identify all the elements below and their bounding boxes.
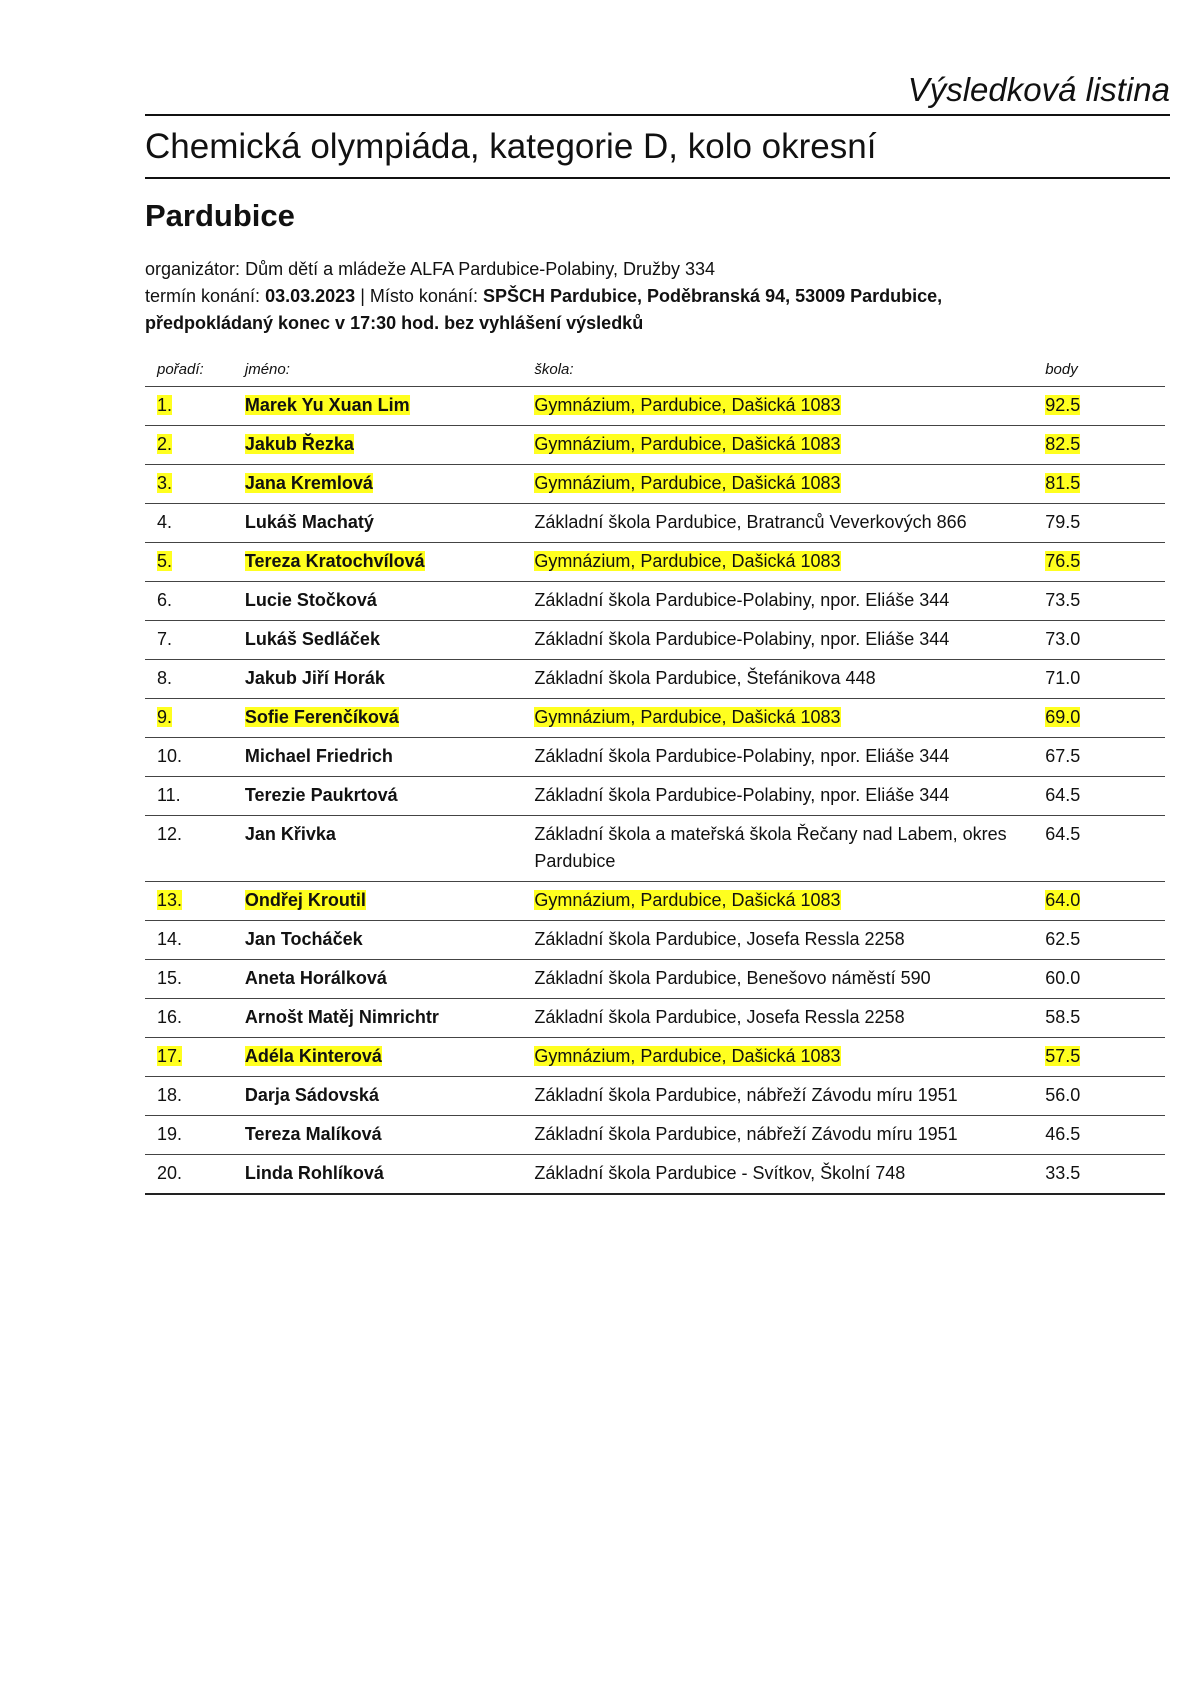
- rank-cell-text: 2.: [157, 434, 173, 454]
- name-cell: [245, 660, 535, 699]
- rank-cell: [145, 960, 245, 999]
- school-cell-text: Gymnázium, Pardubice, Dašická 1083: [534, 707, 841, 727]
- note-line: [145, 310, 1145, 337]
- header-divider-bottom: [145, 177, 1170, 179]
- points-cell: [1043, 582, 1165, 621]
- points-cell-text: 73.0: [1045, 629, 1081, 649]
- name-cell: [245, 1077, 535, 1116]
- school-cell: [534, 465, 1043, 504]
- table-row: [145, 426, 1165, 465]
- points-cell-text: 92.5: [1045, 395, 1081, 415]
- table-row: [145, 699, 1165, 738]
- points-cell: [1043, 960, 1165, 999]
- rank-cell: [145, 504, 245, 543]
- table-row: [145, 621, 1165, 660]
- name-cell-text: Jakub Řezka: [244, 434, 354, 454]
- rank-cell-text: 14.: [157, 929, 183, 949]
- rank-cell: [145, 543, 245, 582]
- points-cell: [1043, 1077, 1165, 1116]
- table-row: [145, 1077, 1165, 1116]
- document-title: Chemická olympiáda, kategorie D, kolo okresní: [145, 127, 877, 166]
- name-cell-text: Lukáš Sedláček: [244, 629, 380, 649]
- school-cell: [534, 426, 1043, 465]
- school-cell-text: Základní škola Pardubice - Svítkov, Školní 748: [534, 1163, 906, 1183]
- points-cell-text: 69.0: [1045, 707, 1081, 727]
- points-cell-text: 57.5: [1045, 1046, 1081, 1066]
- rank-cell: [145, 465, 245, 504]
- points-cell: [1043, 738, 1165, 777]
- points-cell-text: 64.5: [1045, 824, 1081, 844]
- table-row: [145, 582, 1165, 621]
- rank-cell: [145, 387, 245, 426]
- name-cell: [245, 960, 535, 999]
- name-cell: [245, 999, 535, 1038]
- rank-cell-text: 6.: [157, 590, 173, 610]
- school-cell-text: Základní škola Pardubice, nábřeží Závodu míru 1951: [534, 1124, 958, 1144]
- rank-cell-text: 9.: [157, 707, 173, 727]
- name-cell: [245, 882, 535, 921]
- rank-cell-text: 20.: [157, 1163, 183, 1183]
- name-cell-text: Jakub Jiří Horák: [244, 668, 385, 688]
- table-row: [145, 387, 1165, 426]
- school-cell: [534, 999, 1043, 1038]
- school-cell-text: Základní škola Pardubice, nábřeží Závodu míru 1951: [534, 1085, 958, 1105]
- date-label: termín konání:: [145, 286, 261, 306]
- points-cell-text: 56.0: [1045, 1085, 1081, 1105]
- rank-cell-text: 15.: [157, 968, 183, 988]
- name-cell: [245, 1155, 535, 1195]
- name-cell: [245, 543, 535, 582]
- table-row: [145, 504, 1165, 543]
- points-cell: [1043, 660, 1165, 699]
- points-cell: [1043, 465, 1165, 504]
- school-cell-text: Základní škola Pardubice-Polabiny, npor. Eliáše 344: [534, 746, 950, 766]
- name-cell: [245, 504, 535, 543]
- points-cell: [1043, 699, 1165, 738]
- name-cell: [245, 582, 535, 621]
- points-cell-text: 82.5: [1045, 434, 1081, 454]
- school-cell-text: Gymnázium, Pardubice, Dašická 1083: [534, 395, 841, 415]
- school-cell-text: Základní škola Pardubice, Josefa Ressla 2258: [534, 929, 905, 949]
- rank-cell: [145, 1155, 245, 1195]
- rank-cell: [145, 660, 245, 699]
- rank-cell-text: 10.: [157, 746, 183, 766]
- column-header-school: škola:: [534, 352, 1043, 387]
- school-cell-text: Základní škola Pardubice, Benešovo náměstí 590: [534, 968, 931, 988]
- name-cell-text: Lukáš Machatý: [244, 512, 374, 532]
- school-cell-text: Gymnázium, Pardubice, Dašická 1083: [534, 890, 841, 910]
- school-cell: [534, 921, 1043, 960]
- table-row: [145, 738, 1165, 777]
- points-cell-text: 46.5: [1045, 1124, 1081, 1144]
- name-cell: [245, 1038, 535, 1077]
- place-label: Místo konání:: [369, 286, 478, 306]
- rank-cell: [145, 1116, 245, 1155]
- school-cell-text: Základní škola Pardubice-Polabiny, npor. Eliáše 344: [534, 590, 950, 610]
- column-header-rank: pořadí:: [145, 352, 245, 387]
- name-cell-text: Darja Sádovská: [244, 1085, 379, 1105]
- points-cell: [1043, 1038, 1165, 1077]
- document-type-label: Výsledková listina: [907, 71, 1170, 108]
- rank-cell-text: 18.: [157, 1085, 183, 1105]
- school-cell: [534, 543, 1043, 582]
- points-cell-text: 64.0: [1045, 890, 1081, 910]
- points-cell: [1043, 999, 1165, 1038]
- rank-cell-text: 5.: [157, 551, 173, 571]
- school-cell-text: Gymnázium, Pardubice, Dašická 1083: [534, 551, 841, 571]
- points-cell: [1043, 621, 1165, 660]
- school-cell: [534, 387, 1043, 426]
- table-row: [145, 543, 1165, 582]
- name-cell: [245, 738, 535, 777]
- school-cell: [534, 738, 1043, 777]
- city-heading: Pardubice: [145, 198, 295, 233]
- school-cell: [534, 960, 1043, 999]
- table-row: [145, 882, 1165, 921]
- table-row: [145, 465, 1165, 504]
- rank-cell: [145, 1077, 245, 1116]
- rank-cell-text: 17.: [157, 1046, 183, 1066]
- name-cell: [245, 777, 535, 816]
- results-table-body: [145, 387, 1165, 1195]
- school-cell-text: Základní škola Pardubice, Josefa Ressla 2258: [534, 1007, 905, 1027]
- points-cell: [1043, 816, 1165, 882]
- name-cell: [245, 1116, 535, 1155]
- points-cell-text: 58.5: [1045, 1007, 1081, 1027]
- school-cell: [534, 621, 1043, 660]
- table-row: [145, 960, 1165, 999]
- points-cell-text: 81.5: [1045, 473, 1081, 493]
- points-cell: [1043, 543, 1165, 582]
- points-cell: [1043, 504, 1165, 543]
- rank-cell: [145, 738, 245, 777]
- points-cell-text: 71.0: [1045, 668, 1081, 688]
- table-row: [145, 1155, 1165, 1195]
- name-cell-text: Jan Tocháček: [244, 929, 363, 949]
- school-cell: [534, 660, 1043, 699]
- note-value: předpokládaný konec v 17:30 hod. bez vyhlášení výsledků: [145, 313, 644, 333]
- name-cell: [245, 621, 535, 660]
- rank-cell: [145, 999, 245, 1038]
- school-cell-text: Gymnázium, Pardubice, Dašická 1083: [534, 473, 841, 493]
- school-cell: [534, 1155, 1043, 1195]
- date-value: 03.03.2023: [265, 286, 356, 306]
- table-row: [145, 999, 1165, 1038]
- name-cell-text: Marek Yu Xuan Lim: [244, 395, 410, 415]
- points-cell: [1043, 426, 1165, 465]
- table-row: [145, 816, 1165, 882]
- name-cell: [245, 387, 535, 426]
- school-cell-text: Základní škola Pardubice-Polabiny, npor. Eliáše 344: [534, 785, 950, 805]
- rank-cell: [145, 777, 245, 816]
- rank-cell: [145, 816, 245, 882]
- rank-cell-text: 11.: [157, 785, 181, 805]
- rank-cell-text: 4.: [157, 512, 173, 532]
- points-cell: [1043, 777, 1165, 816]
- points-cell-text: 73.5: [1045, 590, 1081, 610]
- name-cell-text: Michael Friedrich: [244, 746, 393, 766]
- points-cell: [1043, 921, 1165, 960]
- table-header-row: [145, 352, 1165, 387]
- column-header-points: body: [1043, 352, 1165, 387]
- rank-cell: [145, 426, 245, 465]
- name-cell-text: Tereza Kratochvílová: [244, 551, 425, 571]
- rank-cell-text: 7.: [157, 629, 173, 649]
- points-cell: [1043, 882, 1165, 921]
- points-cell: [1043, 1116, 1165, 1155]
- organizer-label: organizátor:: [145, 259, 241, 279]
- points-cell-text: 79.5: [1045, 512, 1081, 532]
- organizer-line: [145, 256, 1145, 283]
- school-cell: [534, 882, 1043, 921]
- name-cell: [245, 465, 535, 504]
- name-cell-text: Linda Rohlíková: [244, 1163, 384, 1183]
- rank-cell: [145, 921, 245, 960]
- school-cell: [534, 1116, 1043, 1155]
- name-cell-text: Ondřej Kroutil: [244, 890, 366, 910]
- points-cell-text: 62.5: [1045, 929, 1081, 949]
- rank-cell-text: 19.: [157, 1124, 183, 1144]
- date-place-line: [145, 283, 1145, 310]
- rank-cell: [145, 699, 245, 738]
- name-cell: [245, 921, 535, 960]
- name-cell-text: Jana Kremlová: [244, 473, 373, 493]
- results-table: [145, 352, 1165, 1195]
- points-cell-text: 76.5: [1045, 551, 1081, 571]
- column-header-name: jméno:: [245, 352, 535, 387]
- rank-cell: [145, 582, 245, 621]
- school-cell: [534, 816, 1043, 882]
- name-cell-text: Terezie Paukrtová: [244, 785, 398, 805]
- name-cell-text: Tereza Malíková: [244, 1124, 382, 1144]
- points-cell-text: 33.5: [1045, 1163, 1081, 1183]
- school-cell-text: Gymnázium, Pardubice, Dašická 1083: [534, 434, 841, 454]
- school-cell: [534, 1038, 1043, 1077]
- name-cell-text: Sofie Ferenčíková: [244, 707, 399, 727]
- place-value: SPŠCH Pardubice, Poděbranská 94, 53009 Pardubice,: [482, 286, 943, 306]
- table-row: [145, 777, 1165, 816]
- school-cell: [534, 504, 1043, 543]
- rank-cell: [145, 621, 245, 660]
- header-divider-top: [145, 114, 1170, 116]
- table-row: [145, 660, 1165, 699]
- school-cell: [534, 582, 1043, 621]
- info-separator: |: [360, 286, 365, 306]
- event-info: [145, 256, 1145, 337]
- school-cell-text: Gymnázium, Pardubice, Dašická 1083: [534, 1046, 841, 1066]
- table-row: [145, 1038, 1165, 1077]
- organizer-value: Dům dětí a mládeže ALFA Pardubice-Polabiny, Družby 334: [245, 259, 716, 279]
- rank-cell-text: 12.: [157, 824, 183, 844]
- points-cell-text: 64.5: [1045, 785, 1081, 805]
- name-cell-text: Jan Křivka: [244, 824, 336, 844]
- name-cell: [245, 816, 535, 882]
- rank-cell-text: 1.: [157, 395, 173, 415]
- name-cell-text: Aneta Horálková: [244, 968, 387, 988]
- points-cell-text: 60.0: [1045, 968, 1081, 988]
- name-cell-text: Lucie Stočková: [244, 590, 377, 610]
- table-row: [145, 921, 1165, 960]
- rank-cell-text: 8.: [157, 668, 173, 688]
- school-cell-text: Základní škola Pardubice, Bratranců Veverkových 866: [534, 512, 967, 532]
- school-cell-text: Základní škola Pardubice-Polabiny, npor. Eliáše 344: [534, 629, 950, 649]
- rank-cell-text: 13.: [157, 890, 183, 910]
- rank-cell-text: 3.: [157, 473, 173, 493]
- points-cell-text: 67.5: [1045, 746, 1081, 766]
- school-cell: [534, 1077, 1043, 1116]
- name-cell: [245, 426, 535, 465]
- name-cell-text: Adéla Kinterová: [244, 1046, 382, 1066]
- school-cell: [534, 699, 1043, 738]
- school-cell-text: Základní škola Pardubice, Štefánikova 448: [534, 668, 876, 688]
- rank-cell: [145, 1038, 245, 1077]
- table-row: [145, 1116, 1165, 1155]
- name-cell-text: Arnošt Matěj Nimrichtr: [244, 1007, 439, 1027]
- name-cell: [245, 699, 535, 738]
- rank-cell: [145, 882, 245, 921]
- school-cell-text: Základní škola a mateřská škola Řečany nad Labem, okres Pardubice: [534, 824, 1007, 871]
- school-cell: [534, 777, 1043, 816]
- rank-cell-text: 16.: [157, 1007, 183, 1027]
- points-cell: [1043, 1155, 1165, 1195]
- points-cell: [1043, 387, 1165, 426]
